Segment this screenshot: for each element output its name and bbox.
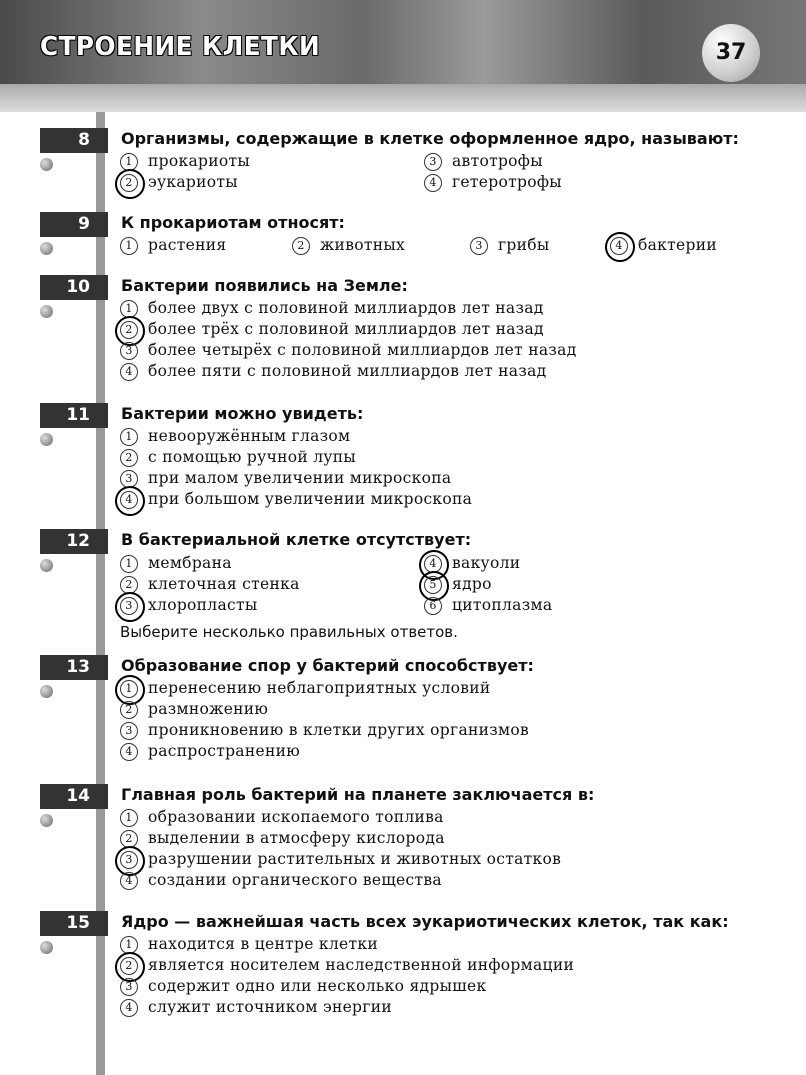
question-title: Ядро — важнейшая часть всех эукариотических клеток, так как: [121, 912, 729, 931]
option-label: более четырёх с половиной миллиардов лет назад [148, 341, 577, 359]
answer-option[interactable] [120, 490, 472, 509]
answer-option[interactable] [120, 469, 451, 488]
answer-option[interactable] [424, 152, 543, 171]
question-number: 9 [40, 212, 108, 237]
option-label: автотрофы [452, 152, 543, 170]
question-title: Главная роль бактерий на планете заключается в: [121, 785, 595, 804]
answer-option[interactable] [120, 850, 561, 869]
number-icon: 2 [120, 830, 138, 848]
answer-option[interactable] [424, 173, 562, 192]
answer-option[interactable] [120, 721, 529, 740]
answer-option[interactable] [120, 320, 544, 339]
number-icon: 1 [120, 300, 138, 318]
circled-number-icon: 2 [120, 321, 138, 339]
answer-option[interactable] [120, 448, 356, 467]
chapter-title: СТРОЕНИЕ КЛЕТКИ [40, 32, 321, 62]
answer-option[interactable] [120, 596, 257, 615]
answer-option[interactable] [424, 575, 492, 594]
bullet-icon [40, 433, 53, 446]
option-label: является носителем наследственной информации [148, 956, 575, 974]
option-label: растения [148, 236, 227, 254]
number-icon: 3 [470, 237, 488, 255]
answer-option[interactable] [120, 299, 544, 318]
question-number: 14 [40, 784, 108, 809]
page-header-banner [0, 0, 806, 112]
question-title: Бактерии можно увидеть: [121, 404, 364, 423]
option-label: цитоплазма [452, 596, 553, 614]
answer-option[interactable] [610, 236, 717, 255]
question-number: 10 [40, 275, 108, 300]
option-label: образовании ископаемого топлива [148, 808, 444, 826]
bullet-icon [40, 814, 53, 827]
option-label: создании органического вещества [148, 871, 442, 889]
option-label: более двух с половиной миллиардов лет назад [148, 299, 544, 317]
number-icon: 3 [120, 978, 138, 996]
option-label: выделении в атмосферу кислорода [148, 829, 445, 847]
option-label: при малом увеличении микроскопа [148, 469, 452, 487]
answer-option[interactable] [120, 679, 491, 698]
answer-option[interactable] [470, 236, 550, 255]
option-label: клеточная стенка [148, 575, 300, 593]
answer-option[interactable] [120, 700, 268, 719]
number-icon: 4 [120, 872, 138, 890]
bullet-icon [40, 685, 53, 698]
question-title: К прокариотам относят: [121, 213, 345, 232]
option-label: мембрана [148, 554, 232, 572]
number-icon: 2 [120, 576, 138, 594]
circled-number-icon: 3 [120, 851, 138, 869]
option-label: гетеротрофы [452, 173, 562, 191]
bullet-icon [40, 158, 53, 171]
question-title: Бактерии появились на Земле: [121, 276, 408, 295]
option-label: разрушении растительных и животных остатков [148, 850, 562, 868]
number-icon: 1 [120, 555, 138, 573]
answer-option[interactable] [120, 871, 442, 890]
answer-option[interactable] [424, 596, 552, 615]
option-label: невооружённым глазом [148, 427, 351, 445]
answer-option[interactable] [120, 575, 300, 594]
number-icon: 4 [424, 174, 442, 192]
answer-option[interactable] [120, 742, 300, 761]
option-label: содержит одно или несколько ядрышек [148, 977, 487, 995]
option-label: бактерии [638, 236, 717, 254]
question-number: 8 [40, 128, 108, 153]
number-icon: 3 [120, 722, 138, 740]
circled-number-icon: 4 [424, 555, 442, 573]
option-label: проникновению в клетки других организмов [148, 721, 530, 739]
option-label: ядро [452, 575, 492, 593]
circled-number-icon: 4 [610, 237, 628, 255]
number-icon: 2 [120, 449, 138, 467]
circled-number-icon: 2 [120, 174, 138, 192]
question-number: 15 [40, 911, 108, 936]
option-label: вакуоли [452, 554, 521, 572]
bullet-icon [40, 559, 53, 572]
answer-option[interactable] [120, 236, 226, 255]
answer-option[interactable] [120, 173, 238, 192]
question-title: Образование спор у бактерий способствует: [121, 656, 534, 675]
option-label: эукариоты [148, 173, 238, 191]
answer-option[interactable] [292, 236, 405, 255]
option-label: животных [320, 236, 406, 254]
circled-number-icon: 1 [120, 680, 138, 698]
circled-number-icon: 3 [120, 597, 138, 615]
answer-option[interactable] [120, 808, 444, 827]
number-icon: 6 [424, 597, 442, 615]
answer-option[interactable] [120, 956, 574, 975]
instruction-note: Выберите несколько правильных ответов. [120, 623, 458, 641]
number-icon: 2 [292, 237, 310, 255]
number-icon: 1 [120, 936, 138, 954]
number-icon: 1 [120, 809, 138, 827]
question-title: Организмы, содержащие в клетке оформленное ядро, называют: [121, 129, 739, 148]
answer-option[interactable] [120, 998, 392, 1017]
number-icon: 1 [120, 237, 138, 255]
question-number: 13 [40, 655, 108, 680]
answer-option[interactable] [120, 362, 547, 381]
option-label: находится в центре клетки [148, 935, 379, 953]
number-icon: 4 [120, 999, 138, 1017]
option-label: при большом увеличении микроскопа [148, 490, 473, 508]
bullet-icon [40, 305, 53, 318]
bullet-icon [40, 941, 53, 954]
option-label: с помощью ручной лупы [148, 448, 357, 466]
bullet-icon [40, 242, 53, 255]
option-label: более трёх с половиной миллиардов лет назад [148, 320, 544, 338]
number-icon: 3 [120, 342, 138, 360]
number-icon: 2 [120, 701, 138, 719]
number-icon: 1 [120, 153, 138, 171]
number-icon: 3 [424, 153, 442, 171]
page-number: 37 [702, 24, 760, 82]
question-title: В бактериальной клетке отсутствует: [121, 530, 472, 549]
answer-option[interactable] [120, 427, 350, 446]
number-icon: 4 [120, 743, 138, 761]
question-number: 12 [40, 529, 108, 554]
question-number: 11 [40, 403, 108, 428]
option-label: хлоропласты [148, 596, 258, 614]
circled-number-icon: 2 [120, 957, 138, 975]
option-label: служит источником энергии [148, 998, 392, 1016]
option-label: грибы [498, 236, 550, 254]
circled-number-icon: 5 [424, 576, 442, 594]
number-icon: 1 [120, 428, 138, 446]
answer-option[interactable] [120, 935, 378, 954]
number-icon: 4 [120, 363, 138, 381]
circled-number-icon: 4 [120, 491, 138, 509]
answer-option[interactable] [120, 829, 445, 848]
answer-option[interactable] [424, 554, 520, 573]
option-label: перенесению неблагоприятных условий [148, 679, 491, 697]
option-label: более пяти с половиной миллиардов лет назад [148, 362, 547, 380]
number-icon: 3 [120, 470, 138, 488]
option-label: распространению [148, 742, 301, 760]
answer-option[interactable] [120, 554, 232, 573]
answer-option[interactable] [120, 341, 577, 360]
answer-option[interactable] [120, 152, 250, 171]
answer-option[interactable] [120, 977, 486, 996]
option-label: размножению [148, 700, 269, 718]
option-label: прокариоты [148, 152, 251, 170]
